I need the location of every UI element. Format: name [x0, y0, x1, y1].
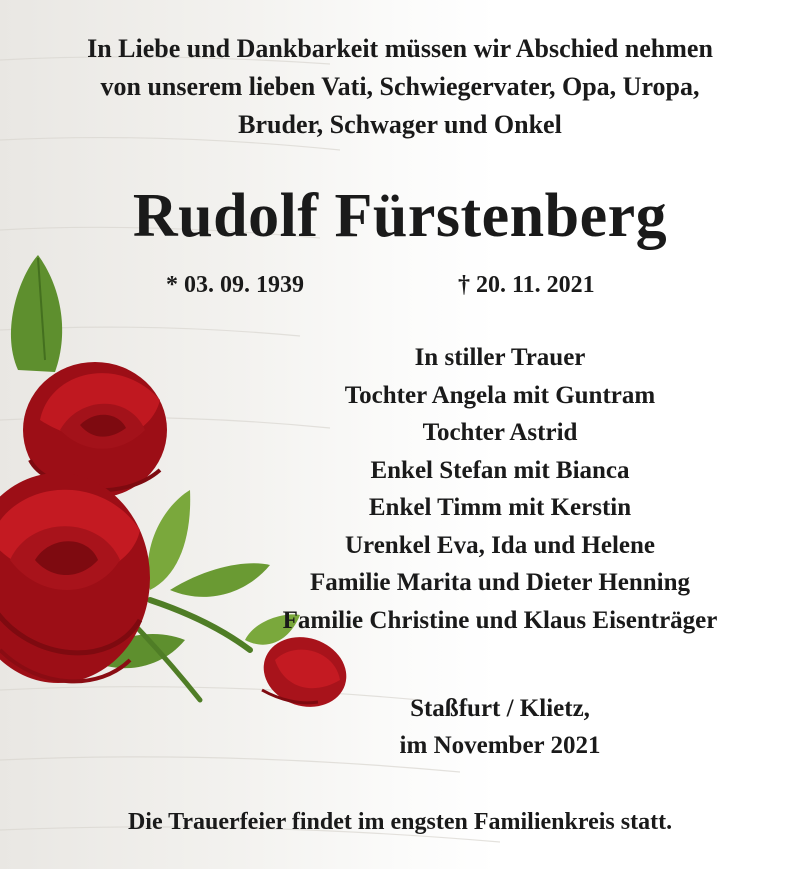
mourner-entry: Enkel Stefan mit Bianca: [370, 456, 630, 484]
intro-line: In Liebe und Dankbarkeit müssen wir Abschied nehmen: [87, 34, 713, 63]
leaf-top: [11, 255, 62, 372]
mourners-list: [220, 339, 780, 639]
leaf-middle: [148, 490, 190, 590]
intro-text: [0, 30, 800, 144]
intro-line: von unserem lieben Vati, Schwiegervater, Opa, Uropa,: [100, 72, 700, 101]
mourner-entry: Tochter Angela mit Guntram: [344, 381, 656, 409]
death-date: † 20. 11. 2021: [458, 272, 595, 298]
mourner-entry: Enkel Timm mit Kerstin: [368, 494, 632, 521]
funeral-note: Die Trauerfeier findet im engsten Familienkreis statt.: [127, 809, 673, 835]
birth-date: * 03. 09. 1939: [166, 272, 304, 298]
deceased-name: Rudolf Fürstenberg: [132, 182, 668, 250]
mourner-entry: Familie Marita und Dieter Henning: [309, 569, 691, 596]
place-line: im November 2021: [399, 732, 601, 759]
mourner-entry: Urenkel Eva, Ida und Helene: [345, 531, 655, 559]
mourner-entry: Familie Christine und Klaus Eisenträger: [282, 606, 718, 634]
place-and-date: [270, 690, 730, 764]
intro-line: Bruder, Schwager und Onkel: [238, 110, 562, 139]
mourners-heading: In stiller Trauer: [414, 344, 586, 371]
place-line: Staßfurt / Klietz,: [410, 695, 590, 722]
mourner-entry: Tochter Astrid: [422, 419, 578, 446]
